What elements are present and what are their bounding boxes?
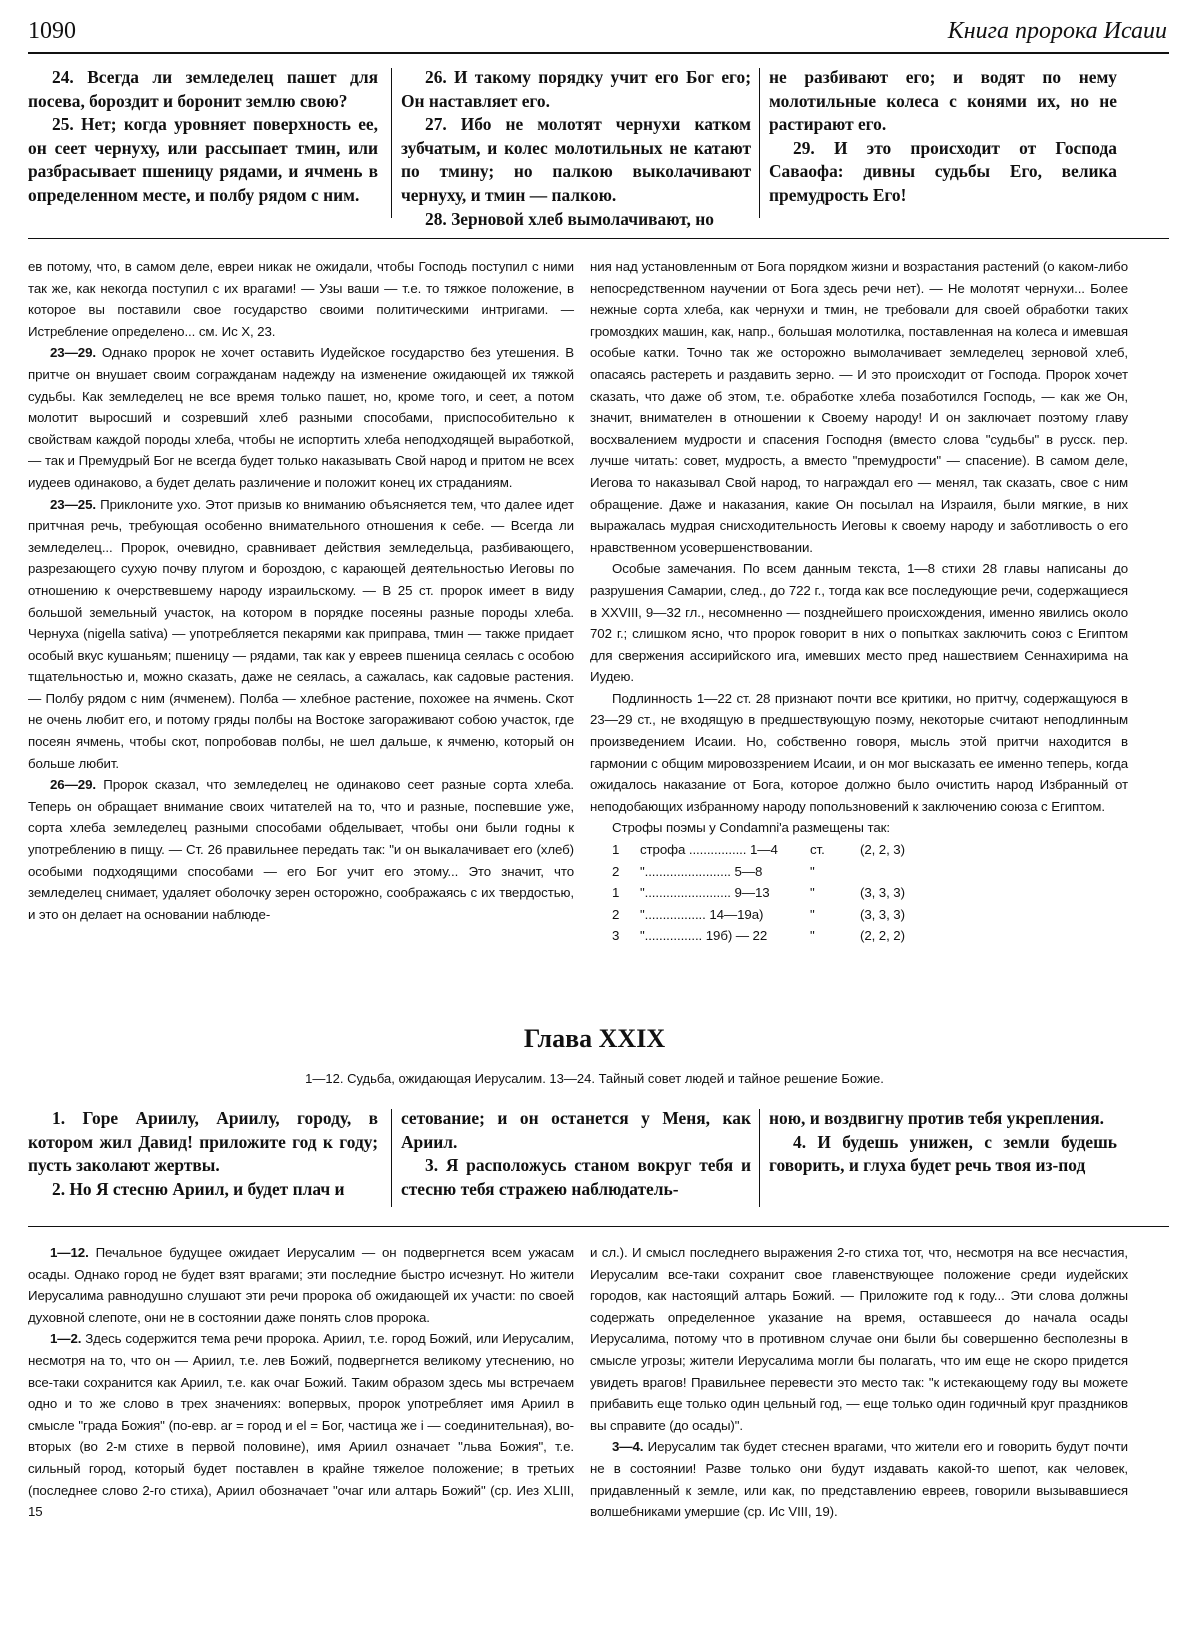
strophe-row: 3 "................ 19б) — 22 " (2, 2, 2)	[612, 928, 905, 944]
page-number: 1090	[28, 18, 76, 44]
commentary-paragraph: 1—2. Здесь содержится тема речи пророка. Ариил, т.е. город Божий, или Иерусалим, несмотря на то, что он — Ариил, т.е. лев Божий, подвергнется великому утеснению, но все-таки сохранится как Ариил, т.е. как очаг Божий. Таким образом здесь мы встречаем одно и то же слово в трех значениях: вопервых, пророк употребляет имя Ариил в смысле "града Божия" (по-евр. ar = город и el = Бог, частица же i — соединительная), во-вторых (во 2-м стихе в первой половине), имя Ариил означает "льва Божия", т.е. сильный город, который будет поставлен в крайне тяжелое положение; в третьих (последнее слово 2-го стиха), Ариил обозначает "очаг или алтарь Божий" (ср. Иез XLIII, 15	[28, 1331, 574, 1520]
commentary-paragraph: 26—29. Пророк сказал, что земледелец не одинаково сеет разные сорта хлеба. Теперь он обращает внимание своих читателей на то, что и разные, поспевшие уже, сорта хлеба земледелец разными способами обделывает, чтобы они были годны к употреблению в пищу. — Ст. 26 правильнее передать так: "и он выкалачивает его (хлеб) особыми подходящими способами — его Бог учит его этому... Это значит, что земледелец снимает, удаляет оболочку зерен осторожно, соображаясь с их твердостью, и это он делает на основании наблюде-	[28, 777, 574, 922]
commentary-paragraph: Особые замечания. По всем данным текста, 1—8 стихи 28 главы написаны до разрушения Самарии, след., до 722 г., тогда как все последующие речи, содержащиеся в XXVIII, 9—32 гл., несомненно — позднейшего происхождения, именно явились около 702 г.; слишком ясно, что пророк говорит в них о попытках заключить союз с Египтом для свержения ассирийского ига, имевших место пред нашествием Сеннахирима на Иудею.	[590, 561, 1128, 685]
verse: ною, и воздвигну против тебя укрепления.	[769, 1108, 1105, 1128]
verse: 25. Нет; когда уровняет поверхность ее, он сеет чернуху, или рассыпает тмин, или разбрасывает пшеницу рядами, и ячмень в определенном месте, и полбу рядом с ним.	[28, 114, 378, 205]
scripture-column-3	[769, 66, 1117, 208]
verse: 4. И будешь унижен, с земли будешь говорить, и глуха будет речь твоя из-под	[769, 1131, 1117, 1176]
verse: 28. Зерновой хлеб вымолачивают, но	[425, 208, 714, 229]
strophe-table	[612, 839, 1128, 947]
column-divider	[759, 68, 760, 218]
chapter-scripture-column-2	[401, 1107, 751, 1201]
verse: 2. Но Я стесню Ариил, и будет плач и	[52, 1178, 345, 1199]
chapter-scripture-column-1	[28, 1107, 378, 1201]
commentary-paragraph: 23—29. Однако пророк не хочет оставить Иудейское государство без утешения. В притче он внушает своим согражданам надежду на изменение ожидающей их тяжкой судьбы. Как земледелец не все время только пашет, но, кроме того, и сеет, а потом молотит выросший и созревший хлеб разными способами, приспособительно к свойствам каждой породы хлеба, чтобы не испортить хлеба неподходящей выработкой, — так и Премудрый Бог не всегда будет только наказывать Свой народ и притом не всех иудеев одинаково, а будет делать различение и положит конец их страданиям.	[28, 345, 574, 490]
commentary-right-column	[590, 256, 1128, 947]
verse: 3. Я расположусь станом вокруг тебя и стесню тебя стражею наблюдатель-	[401, 1155, 751, 1199]
verse: не разбивают его; и водят по нему молотильные колеса с конями их, но не растирают его.	[769, 67, 1117, 135]
commentary-left-column	[28, 1242, 574, 1523]
commentary-paragraph: 3—4. Иерусалим так будет стеснен врагами, что жители его и говорить будут почти не в состоянии! Разве только они будут издавать какой-то шепот, как человек, придавленный к земле, или как, по представлению евреев, говорили вызывавшиеся волшебниками умершие (ср. Ис VIII, 19).	[590, 1439, 1128, 1520]
strophe-row: 1 "........................ 9—13 " (3, 3, 3)	[612, 885, 905, 901]
commentary-right-column	[590, 1242, 1128, 1523]
verse: 29. И это происходит от Господа Саваофа: дивны судьбы Его, велика премудрость Его!	[769, 137, 1117, 205]
scripture-column-1	[28, 66, 378, 208]
commentary-paragraph: ев потому, что, в самом деле, евреи никак не ожидали, чтобы Господь поступил с ними так же, как некогда поступил с их врагами! — Узы ваши — т.е. то тяжкое положение, в которое вы поставили свое государство своими политическими интригами. — Истребление определено... см. Ис X, 23.	[28, 259, 574, 339]
commentary-paragraph: Строфы поэмы у Condamni'a размещены так:	[612, 820, 890, 836]
commentary-paragraph: 23—25. Приклоните ухо. Этот призыв ко вниманию объясняется тем, что далее идет притчная речь, требующая особенно внимательного отношения к себе. — Всегда ли земледелец... Пророк, очевидно, сравнивает действия земледельца, разбивающего, разрезающего сухую почву плугом и бороздою, с карающей деятельностью Иеговы по отношению к очерствевшему народу израильскому. — В 25 ст. пророк имеет в виду большой земельный участок, на котором в порядке посеяны разные породы хлеба. Чернуха (nigella sativa) — употребляется пекарями как приправа, тмин — также придает особый вкус кушаньям; пшеницу — рядами, так как у евреев пшеница сеялась с особою тщательностью и, можно сказать, даже не сеялась, а сажалась, как садовые растения. — Полбу рядом с ним (ячменем). Полба — хлебное растение, похожее на ячмень. Скот не очень любит его, и потому гряды полбы на Востоке загораживают собою участок, где посеян ячмень, чтобы скот, попробовав полбы, не шел дальше, к ячменю, который он больше любит.	[28, 496, 574, 771]
column-divider	[391, 68, 392, 218]
commentary-left-column	[28, 256, 574, 925]
strophe-row: 2 "........................ 5—8 "	[612, 863, 815, 879]
column-divider	[391, 1109, 392, 1207]
scripture-column-2	[401, 66, 751, 231]
verse: 26. И такому порядку учит его Бог его; Он наставляет его.	[401, 67, 751, 111]
chapter-title: Глава XXIX	[523, 1024, 666, 1053]
section-rule	[28, 238, 1169, 239]
header-rule	[28, 52, 1169, 54]
running-title: Книга пророка Исаии	[947, 18, 1167, 44]
verse: сетование; и он останется у Меня, как Ариил.	[401, 1108, 751, 1152]
commentary-paragraph: и сл.). И смысл последнего выражения 2-го стиха тот, что, несмотря на все несчастия, Иерусалим все-таки сохранит свое главенствующее положение среди иудейских городов, как настоящий алтарь Божий. — Приложите год к году... Эти слова должны содержать определенное указание на время, оставшееся до начала осады Иерусалима, потому что в противном случае они были бы совершенно бесполезны в смысле угрозы; жители Иерусалима могли бы полагать, что им еще не скоро придется увидеть врагов! Правильнее перевести это место так: "к истекающему году вы можете прибавить еще только один цельный год, — еще только один годичный круг праздников вы справите (до осады)".	[590, 1245, 1128, 1433]
column-divider	[759, 1109, 760, 1207]
chapter-summary: 1—12. Судьба, ожидающая Иерусалим. 13—24. Тайный совет людей и тайное решение Божие.	[305, 1071, 884, 1086]
strophe-row: 2 "................. 14—19а) " (3, 3, 3)	[612, 906, 905, 922]
section-rule	[28, 1226, 1169, 1227]
verse: 27. Ибо не молотят чернухи катком зубчатым, и колес молотильных не катают по тмину; но палкою выколачивают чернуху, и тмин — палкою.	[401, 114, 751, 205]
verse: 1. Горе Ариилу, Ариилу, городу, в котором жил Давид! приложите год к году; пусть заколают жертвы.	[28, 1108, 378, 1176]
verse: 24. Всегда ли земледелец пашет для посева, бороздит и боронит землю свою?	[28, 67, 378, 111]
commentary-paragraph: ния над установленным от Бога порядком жизни и возрастания растений (о каком-либо непосредственном научении от Бога здесь речи нет). — Не молотят чернухи... Более нежные сорта хлеба, как чернухи и тмин, не требовали для своей обработки таких громоздких машин, как, напр., большая молотилка, поставленная на колеса и имевшая особые катки. Точно так же осторожно вымолачивает земледелец зерновой хлеб, опасаясь растереть и раздавить зерно. — И это происходит от Господа. Пророк хочет сказать, что даже об этом, т.е. обработке хлеба позаботился Господь, — как же Он, значит, внимателен в отношении к Своему народу! И он заключает поэтому главу восхвалением мудрости и спасения Господня (вместо слова "судьбы" в русск. пер. лучше читать: совет, мудрость, а вместо "премудрости" — спасение). В самом деле, Иегова то наказывал Свой народ, то награждал его — менял, так сказать, свое с ним обращение. Даже и наказания, какие Он посылал на Израиля, были мягкие, в них выражалась мудрая снисходительность Иеговы к своему народу и заботливость о его нравственном усовершенствовании.	[590, 259, 1128, 555]
chapter-scripture-column-3	[769, 1107, 1117, 1178]
strophe-row: 1 строфа ................ 1—4 ст. (2, 2, 3)	[612, 842, 905, 858]
commentary-paragraph: 1—12. Печальное будущее ожидает Иерусалим — он подвергнется всем ужасам осады. Однако город не будет взят врагами; эти последние быстро исчезнут. Но жители Иерусалима равнодушно слушают эти речи пророка об ожидающей их участи: по своей духовной слепоте, они не в состоянии даже понять слов пророка.	[28, 1245, 574, 1325]
commentary-paragraph: Подлинность 1—22 ст. 28 признают почти все критики, но притчу, содержащуюся в 23—29 ст., не входящую в предшествующую поэму, некоторые считают неподлинным произведением Исаии. Но, собственно говоря, мысль этой притчи находится в гармонии с общим мировоззрением Исаии, и он мог высказать ее именно теперь, когда ожидалось наказание от Бога, которое должно было очистить народ Избранный от неподобающих избранному народу попользновений к заключению союза с Египтом.	[590, 690, 1128, 814]
